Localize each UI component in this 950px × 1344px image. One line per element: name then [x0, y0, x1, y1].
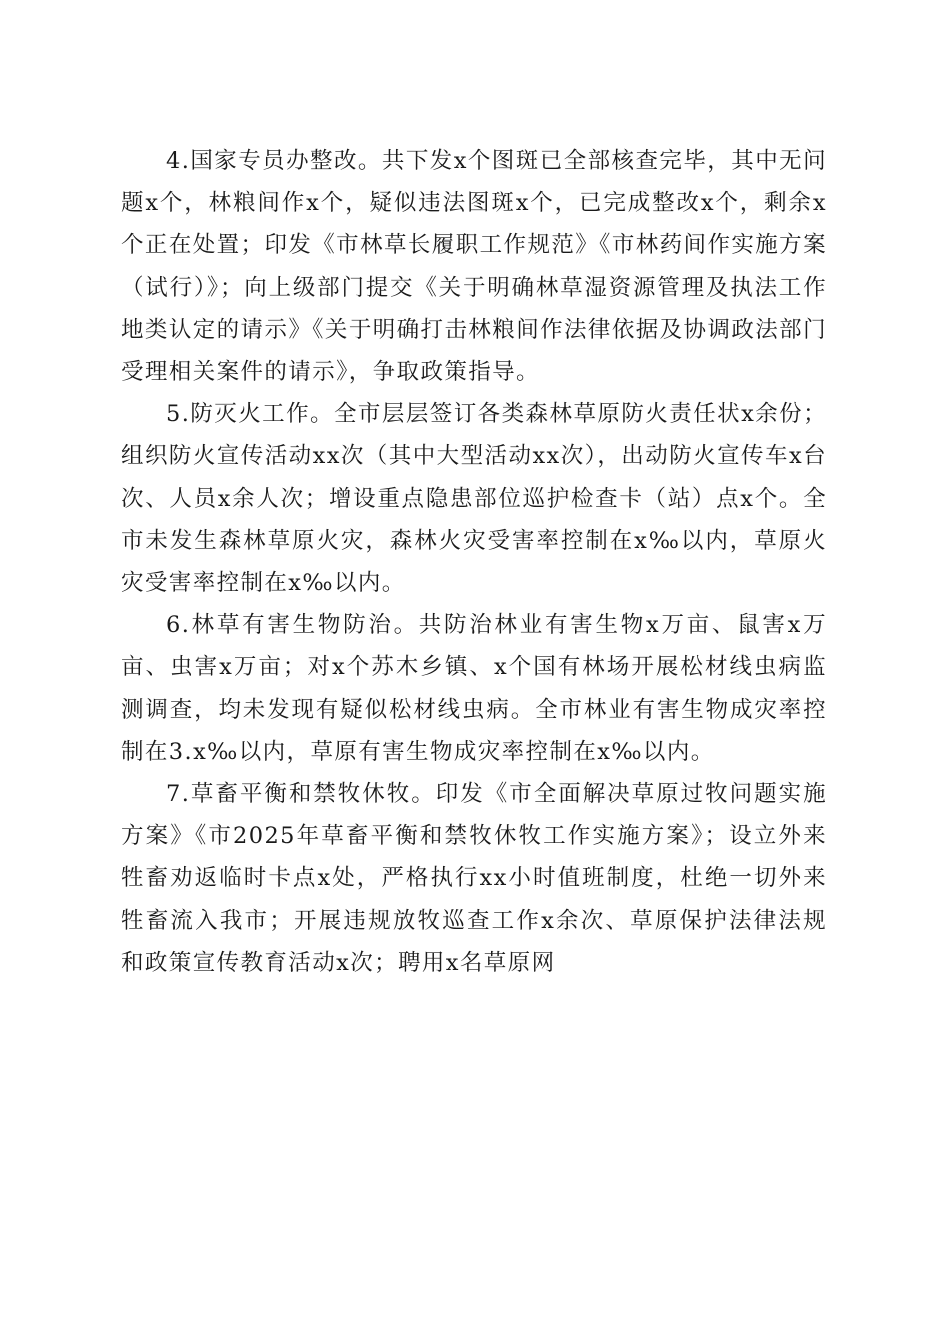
paragraph-pest-control: 6.林草有害生物防治。共防治林业有害生物x万亩、鼠害x万亩、虫害x万亩；对x个苏木乡镇、x个国有林场开展松材线虫病监测调查，均未发现有疑似松材线虫病。全市林业有害生物成灾率控制在3.x‰以内，草原有害生物成灾率控制在x‰以内。: [121, 612, 827, 765]
paragraph-national-commissioner-rectification: 4.国家专员办整改。共下发x个图斑已全部核查完毕，其中无问题x个，林粮间作x个，疑似违法图斑x个，已完成整改x个，剩余x个正在处置；印发《市林草长履职工作规范》《市林药间作实施方案（试行）》；向上级部门提交《关于明确林草湿资源管理及执法工作地类认定的请示》《关于明确打击林粮间作法律依据及协调政法部门受理相关案件的请示》，争取政策指导。: [121, 148, 827, 386]
paragraph-fire-prevention: 5.防灭火工作。全市层层签订各类森林草原防火责任状x余份；组织防火宣传活动xx次（其中大型活动xx次），出动防火宣传车x台次、人员x余人次；增设重点隐患部位巡护检查卡（站）点x个。全市未发生森林草原火灾，森林火灾受害率控制在x‰以内，草原火灾受害率控制在x‰以内。: [121, 401, 827, 597]
document-body: [121, 140, 827, 984]
paragraph-grazing-balance: 7.草畜平衡和禁牧休牧。印发《市全面解决草原过牧问题实施方案》《市2025年草畜平衡和禁牧休牧工作实施方案》；设立外来牲畜劝返临时卡点x处，严格执行xx小时值班制度，杜绝一切外来牲畜流入我市；开展违规放牧巡查工作x余次、草原保护法律法规和政策宣传教育活动x次；聘用x名草原网: [121, 781, 827, 976]
